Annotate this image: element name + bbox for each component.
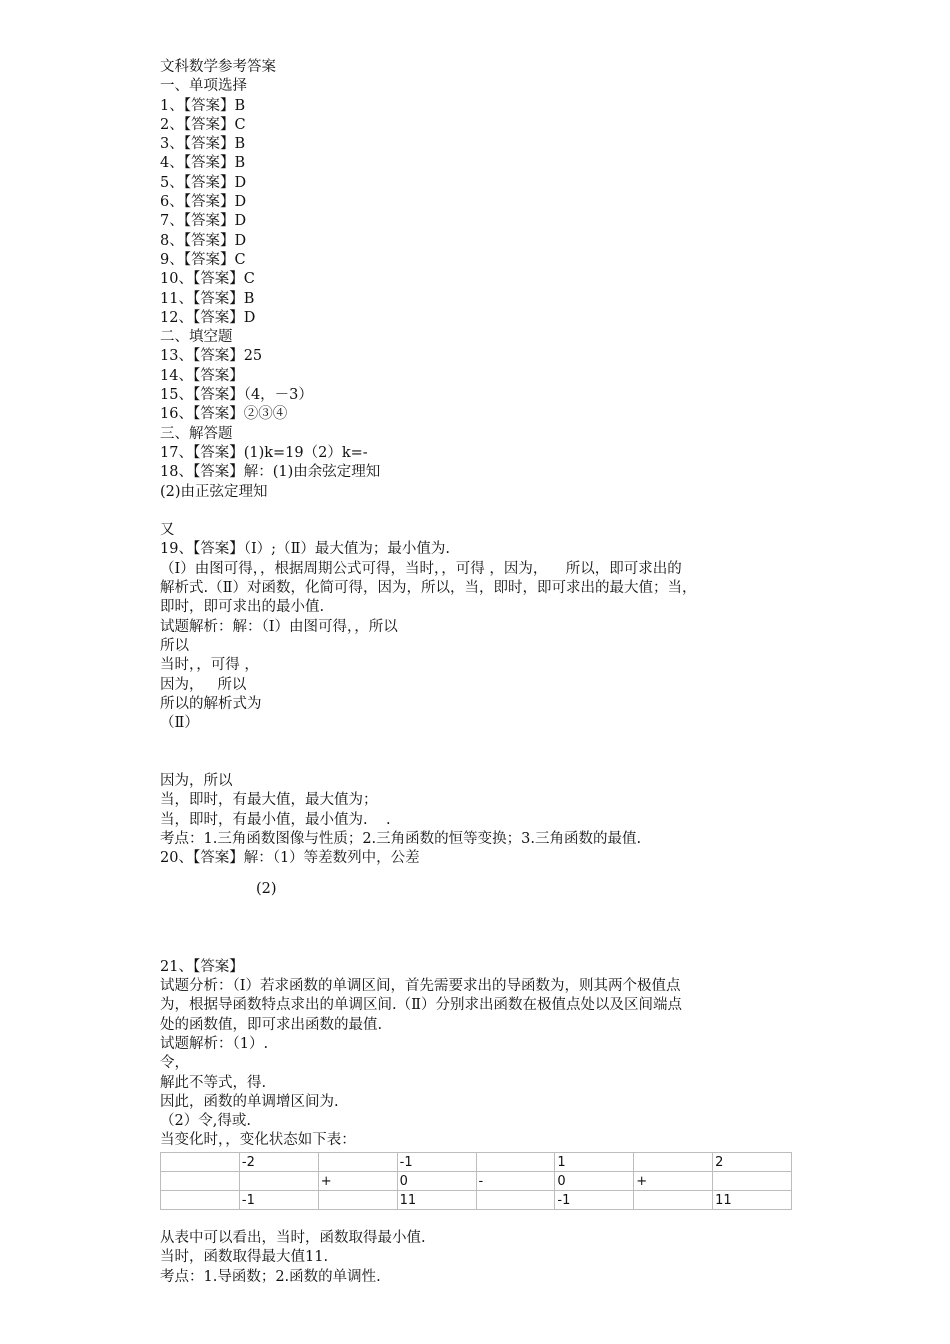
table-cell: 1 xyxy=(555,1152,634,1171)
table-row xyxy=(161,1171,792,1190)
answer-line: 因为，所以 xyxy=(160,772,233,789)
answer-line: 9、【答案】C xyxy=(160,251,246,268)
answer-line: （Ⅱ） xyxy=(160,715,199,732)
answer-line: 2、【答案】C xyxy=(160,116,246,133)
table-cell: 0 xyxy=(397,1171,476,1190)
answer-line: 20、【答案】解：（1）等差数列中，公差 xyxy=(160,850,420,867)
table-cell xyxy=(713,1171,792,1190)
variation-table xyxy=(160,1152,792,1210)
answer-line: 当，即时，有最大值，最大值为； xyxy=(160,792,378,809)
answer-line: 14、【答案】 xyxy=(160,367,244,384)
doc-title: 文科数学参考答案 xyxy=(160,59,276,75)
answer-line: 8、【答案】D xyxy=(160,232,247,249)
answer-line: 令， xyxy=(160,1055,189,1072)
table-cell xyxy=(634,1152,713,1171)
document-page xyxy=(160,58,800,1287)
answer-line: 13、【答案】25 xyxy=(160,348,263,365)
answer-line: （Ⅰ）由图可得，，根据周期公式可得，当时，，可得 ，因为， 所以，即可求出的 xyxy=(160,560,682,577)
answer-line: 11、【答案】B xyxy=(160,290,255,307)
table-cell: -1 xyxy=(555,1190,634,1209)
answer-line: 又 xyxy=(160,522,175,539)
answer-line: 试题解析：解：（Ⅰ）由图可得，，所以 xyxy=(160,618,398,635)
answer-line: 当，即时，有最小值，最小值为. . xyxy=(160,811,391,828)
answer-line: 因为， 所以 xyxy=(160,676,247,693)
table-cell xyxy=(161,1190,240,1209)
table-cell: 11 xyxy=(397,1190,476,1209)
answer-line: 16、【答案】②③④ xyxy=(160,406,288,423)
table-cell xyxy=(318,1190,397,1209)
table-cell xyxy=(476,1152,555,1171)
answer-line: 5、【答案】D xyxy=(160,174,247,191)
answer-line: (2)由正弦定理知 xyxy=(160,483,268,500)
answer-line: 12、【答案】D xyxy=(160,309,256,326)
table-row xyxy=(161,1152,792,1171)
table-cell: 2 xyxy=(713,1152,792,1171)
table-cell: -1 xyxy=(397,1152,476,1171)
table-cell: - xyxy=(476,1171,555,1190)
answer-line: 试题分析：（Ⅰ）若求函数的单调区间，首先需要求出的导函数为，则其两个极值点 xyxy=(160,978,681,995)
answer-line: 即时，即可求出的最小值. xyxy=(160,599,325,616)
table-cell: 11 xyxy=(713,1190,792,1209)
answer-line: 处的函数值，即可求出函数的最值. xyxy=(160,1016,383,1033)
answer-line: （2）令,得或. xyxy=(160,1113,251,1130)
answer-line: 所以 xyxy=(160,637,189,654)
answer-line: 考点：1.三角函数图像与性质；2.三角函数的恒等变换；3.三角函数的最值. xyxy=(160,830,642,847)
table-cell: 0 xyxy=(555,1171,634,1190)
table-cell: -2 xyxy=(239,1152,318,1171)
section-heading-2: 二、填空题 xyxy=(160,329,233,346)
answer-line: 15、【答案】（4，－3） xyxy=(160,387,313,404)
answer-line: 所以的解析式为 xyxy=(160,695,262,712)
answer-line: 19、【答案】（Ⅰ）;（Ⅱ）最大值为；最小值为. xyxy=(160,541,451,558)
answer-line: (2) xyxy=(256,881,277,898)
answer-line: 当时，函数取得最大值11. xyxy=(160,1249,329,1266)
section-heading-1: 一、单项选择 xyxy=(160,78,247,95)
answer-line: 从表中可以看出，当时，函数取得最小值. xyxy=(160,1230,426,1247)
table-cell: + xyxy=(318,1171,397,1190)
table-row xyxy=(161,1190,792,1209)
table-cell: -1 xyxy=(239,1190,318,1209)
table-cell xyxy=(318,1152,397,1171)
answer-line: 6、【答案】D xyxy=(160,194,247,211)
table-cell xyxy=(476,1190,555,1209)
answer-line: 当变化时，，变化状态如下表： xyxy=(160,1132,356,1149)
answer-line: 1、【答案】B xyxy=(160,97,246,114)
answer-line: 解析式.（Ⅱ）对函数，化简可得，因为，所以，当，即时，即可求出的最大值；当， xyxy=(160,580,697,597)
table-cell xyxy=(161,1171,240,1190)
answer-line: 3、【答案】B xyxy=(160,136,246,153)
table-cell xyxy=(239,1171,318,1190)
answer-line: 7、【答案】D xyxy=(160,213,247,230)
table-cell: + xyxy=(634,1171,713,1190)
answer-line: 17、【答案】(1)k=19（2）k=- xyxy=(160,444,368,461)
answer-line: 因此，函数的单调增区间为. xyxy=(160,1093,339,1110)
answer-line: 试题解析：（1）. xyxy=(160,1035,269,1052)
answer-line: 为，根据导函数特点求出的单调区间.（Ⅱ）分别求出函数在极值点处以及区间端点 xyxy=(160,997,682,1014)
answer-line: 当时，，可得 ， xyxy=(160,657,259,674)
answer-line: 18、【答案】解：(1)由余弦定理知 xyxy=(160,464,381,481)
answer-line: 解此不等式，得. xyxy=(160,1074,267,1091)
answer-line: 4、【答案】B xyxy=(160,155,246,172)
section-heading-3: 三、解答题 xyxy=(160,425,233,442)
table-cell xyxy=(634,1190,713,1209)
answer-line: 考点：1.导函数；2.函数的单调性. xyxy=(160,1268,381,1285)
answer-line: 10、【答案】C xyxy=(160,271,255,288)
table-cell xyxy=(161,1152,240,1171)
answer-line: 21、【答案】 xyxy=(160,958,244,975)
